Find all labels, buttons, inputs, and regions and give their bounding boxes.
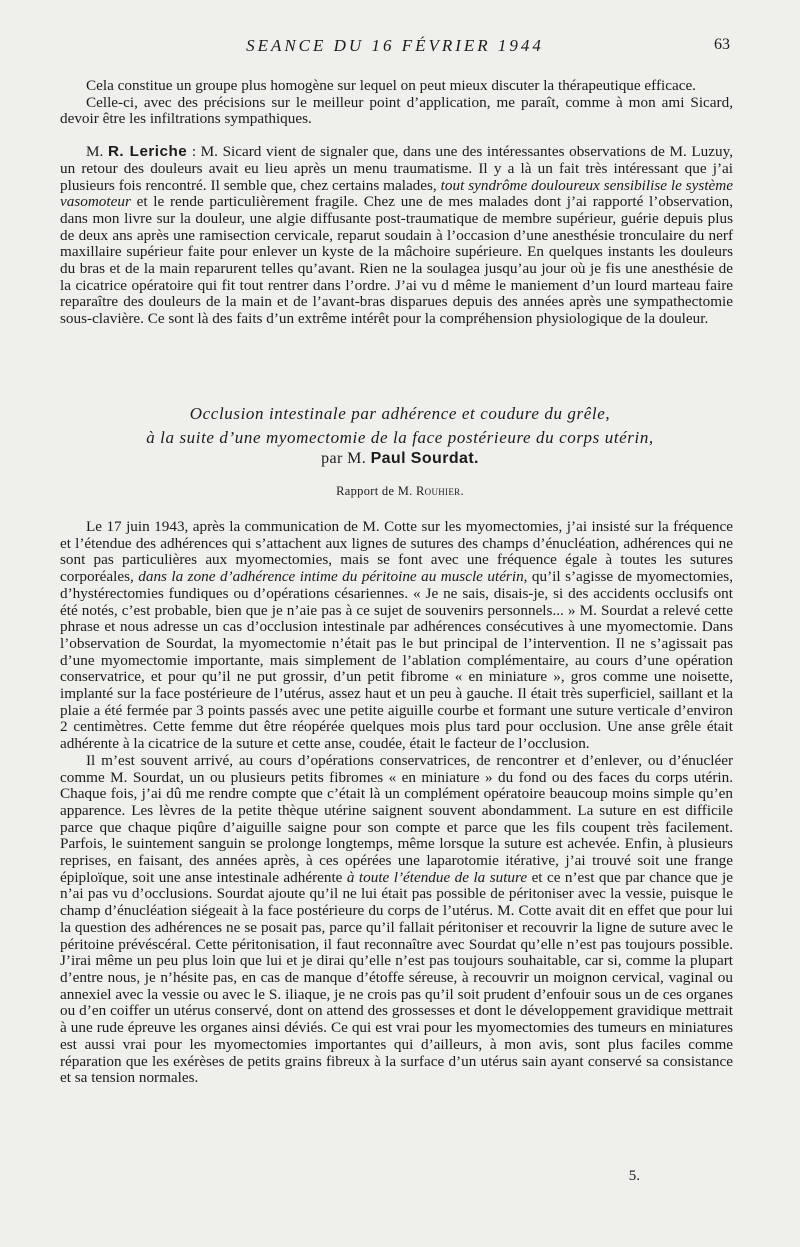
signature-mark: 5.: [628, 1168, 640, 1184]
page-number: 63: [714, 36, 730, 53]
intro-paragraph-2: Celle-ci, avec des précisions sur le meilleur point d’application, me paraît, comme à mon ami Sicard, devoir être les infiltrations sympathiques.: [60, 93, 733, 128]
report-prefix: Rapport de M.: [336, 484, 417, 498]
body-p1-text-a: Le 17 juin 1943, après la communication de M. Cotte sur les myomectomies, j’ai insisté sur la fréquence et l’étendue des adhérences qui s’attachent aux lignes de sutures des champs d’énucléation, adhérences qui ne sont pas particulières aux myomectomies, mais se font avec une fréquence égale à toutes les sutures corporéales,: [60, 518, 733, 586]
body-paragraph-2: [60, 753, 733, 1087]
article-title: [60, 402, 740, 450]
byline-author: Paul Sourdat.: [370, 450, 479, 467]
speaker-prefix: M.: [86, 143, 108, 161]
running-header: [60, 36, 730, 62]
report-line: [60, 484, 740, 499]
running-title: SEANCE DU 16 FÉVRIER 1944: [246, 36, 544, 55]
article-title-line-1: Occlusion intestinale par adhérence et coudure du grêle,: [189, 404, 611, 423]
byline-prefix: par M.: [321, 450, 371, 467]
body-p2-italic: à toute l’étendue de la suture: [346, 868, 528, 886]
discussion-paragraph: [60, 144, 733, 328]
article-title-line-2: à la suite d’une myomectomie de la face postérieure du corps utérin,: [146, 428, 654, 447]
article-byline: [60, 450, 740, 468]
intro-section: [60, 78, 733, 328]
report-author: Rouhier.: [416, 484, 464, 498]
body-p1-text-b: , qu’il s’agisse de myomectomies, d’hystérectomies fundiques ou d’opérations césariennes. « Je ne sais, disais-je, si des accidents occlusifs ont été notés, c’est probable, bien que je n’aie pas à ce sujet de souvenirs personnels... » M. Sourdat a relevé cette phrase et nous adresse un cas d’occlusion intestinale par adhérences consécutives à une myomectomie. Dans l’observation de Sourdat, la myomectomie n’était pas le but principal de l’intervention. Il ne s’agissait pas d’une myomectomie importante, mais simplement de l’ablation complémentaire, au cours d’une opération conservatrice, et pour qu’il ne put grossir, d’un petit fibrome « en miniature », gros comme une noisette, implanté sur la face postérieure de l’utérus, assez haut et un peu à gauche. Il était très superficiel, saillant et la plaie a été fermée par 3 points passés avec une petite aiguille courbe et formant une suture verticale d’environ 2 centimètres. Cette femme dut être réopérée quelques mois plus tard pour occlusion. Une anse grêle était adhérente à la cicatrice de la suture et cette anse, coudée, était le facteur de l’occlusion.: [60, 568, 733, 753]
speaker-name: R. Leriche: [107, 143, 188, 161]
body-p2-text-b: et ce n’est que par chance que je n’ai pas vu d’occlusions. Sourdat ajoute qu’il ne lui était pas possible de péritoniser avec la vessie, puisque le champ d’énucléation siégeait à la face postérieure du corps de l’utérus. M. Cotte avait dit en effet que pour lui la question des adhérences ne se posait pas, parce qu’il fallait péritoniser et recouvrir la ligne de suture avec le péritoine prévéscéral. Cette péritonisation, il faut reconnaître avec Sourdat qu’elle n’est pas toujours possible. J’irai même un peu plus loin que lui et je dirai qu’elle n’est pas toujours souhaitable, car si, comme la plupart d’entre nous, je n’hésite pas, en cas de manque d’étoffe séreuse, à recouvrir un moignon cervical, vaginal ou annexiel avec la vessie ou avec le S. iliaque, je ne crois pas qu’il soit prudent d’enfouir sous un de ces organes ou d’en coiffer un utérus conservé, dont on attend des grossesses et dont le développement gravidique mettrait à une rude épreuve les organes ainsi déviés. Ce qui est vrai pour les myomectomies des tumeurs en miniatures est aussi vrai pour les myomectomies importantes qui d’ailleurs, à mon avis, sont plus faciles comme réparation que les exérèses de petits grains fibreux à la surface d’un utérus sain ayant conservé sa consistance et sa tension normales.: [60, 868, 734, 1087]
discussion-text-b: et le rende particulièrement fragile. Chez une de mes malades dont j’ai rapporté l’observation, dans mon livre sur la douleur, une algie diffusante post-traumatique de membre supérieur, guérie depuis plus de deux ans après une ramisection cervicale, reparut soudain à l’occasion d’une anesthésie tronculaire du nerf maxillaire supérieur faite pour enlever un kyste de la mâchoire supérieure. En quelques instants les douleurs du bras et de la main reparurent telles qu’avant. Rien ne la soulagea jusqu’au jour où je fis une anesthésie de la cicatrice opératoire qui fit tout rentrer dans l’ordre. J’ai vu d même le maniement d’un lourd marteau faire reparaître des douleurs de la main et de l’avant-bras disparues depuis des années après une sympathectomie sous-clavière. Ce sont là des faits d’un extrême intérêt pour la compréhension physiologique de la douleur.: [60, 193, 733, 328]
article-body: [60, 519, 733, 1087]
discussion-text-a: : M. Sicard vient de signaler que, dans une des intéressantes observations de M. Luzuy, un retour des douleurs avait eu lieu après un menu traumatisme. Il y a là un fait très intéressant que j’ai plusieurs fois rencontré. Il semble que, chez certains malades,: [60, 143, 733, 194]
intro-paragraph-1: Cela constitue un groupe plus homogène sur lequel on peut mieux discuter la thérapeutique efficace.: [86, 77, 696, 94]
body-p2-text-a: Il m’est souvent arrivé, au cours d’opérations conservatrices, de rencontrer et d’enlever, ou d’énucléer comme M. Sourdat, un ou plusieurs petits fibromes « en miniature » du fond ou des faces du corps utérin. Chaque fois, j’ai dû me rendre compte que c’était là un complément opératoire beaucoup moins simple qu’en apparence. Les lèvres de la petite thèque utérine saignent souvent abondamment. La suture en est difficile parce que chaque piqûre d’aiguille saigne pour son compte et parce que les fils coupent très facilement. Parfois, le suintement sanguin se prolonge longtemps, même lorsque la suture est achevée. Enfin, à plusieurs reprises, en faisant, des années après, à ces opérées une laparotomie itérative, j’ai trouvé soit une frange épiploïque, soit une anse intestinale adhérente: [60, 751, 733, 886]
discussion-italic: tout syndrôme douloureux sensibilise le système vasomoteur: [60, 176, 734, 211]
body-paragraph-1: [60, 519, 733, 753]
body-p1-italic: dans la zone d’adhérence intime du péritoine au muscle utérin: [138, 568, 524, 586]
